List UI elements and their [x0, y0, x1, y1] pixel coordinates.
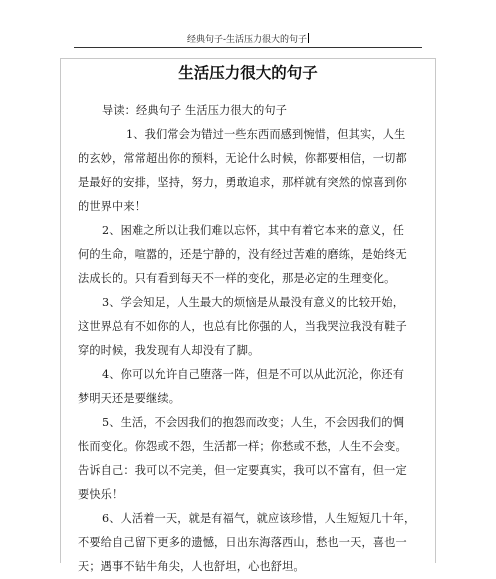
body-line: 何的生命，喧嚣的，还是宁静的，没有经过苦难的磨练，是始终无 [78, 248, 407, 261]
body-line: 要快乐！ [78, 488, 124, 501]
body-line: 1、我们常会为错过一些东西而感到惋惜，但其实，人生 [126, 128, 406, 141]
running-header [74, 33, 422, 46]
body-line: 是最好的安排，坚持，努力，勇敢追求，那样就有突然的惊喜到你 [78, 176, 407, 189]
body-line: 导读：经典句子 生活压力很大的句子 [102, 104, 288, 117]
body-line: 2、困难之所以让我们难以忘怀，其中有着它本来的意义，任 [102, 224, 405, 237]
body-line: 5、生活，不会因我们的抱怨而改变；人生，不会因我们的惆 [102, 416, 405, 429]
body-line: 的世界中来！ [78, 200, 147, 213]
body-line: 怅而变化。你怨或不怨，生活都一样；你愁或不愁，人生不会变。 [78, 440, 407, 453]
body-line: 穿的时候，我发现有人却没有了脚。 [78, 344, 260, 357]
body-line: 梦明天还是要继续。 [78, 392, 181, 405]
body-line: 6、人活着一天，就是有福气，就应该珍惜，人生短短几十年， [102, 512, 416, 525]
body-line: 不要给自己留下更多的遗憾，日出东海落西山，愁也一天，喜也一 [78, 536, 407, 549]
body-line: 4、你可以允许自己堕落一阵，但是不可以从此沉沦，你还有 [102, 368, 405, 381]
body-line: 告诉自己：我可以不完美，但一定要真实，我可以不富有，但一定 [78, 464, 407, 477]
document-body [78, 99, 420, 579]
body-line: 的玄妙，常常超出你的预料，无论什么时候，你都要相信，一切都 [78, 152, 407, 165]
body-line: 法成长的。只有看到每天不一样的变化，那是必定的生理变化。 [78, 272, 396, 285]
body-line: 这世界总有不如你的人，也总有比你强的人，当我哭泣我没有鞋子 [78, 320, 407, 333]
header-rule [74, 47, 422, 48]
document-title: 生活压力很大的句子 [178, 64, 318, 82]
body-line: 3、学会知足，人生最大的烦恼是从最没有意义的比较开始， [102, 296, 405, 309]
body-line: 天；遇事不钻牛角尖，人也舒坦，心也舒坦。 [78, 560, 305, 573]
running-header-title: 经典句子-生活压力很大的句子 [186, 35, 308, 45]
text-cursor [308, 33, 309, 43]
